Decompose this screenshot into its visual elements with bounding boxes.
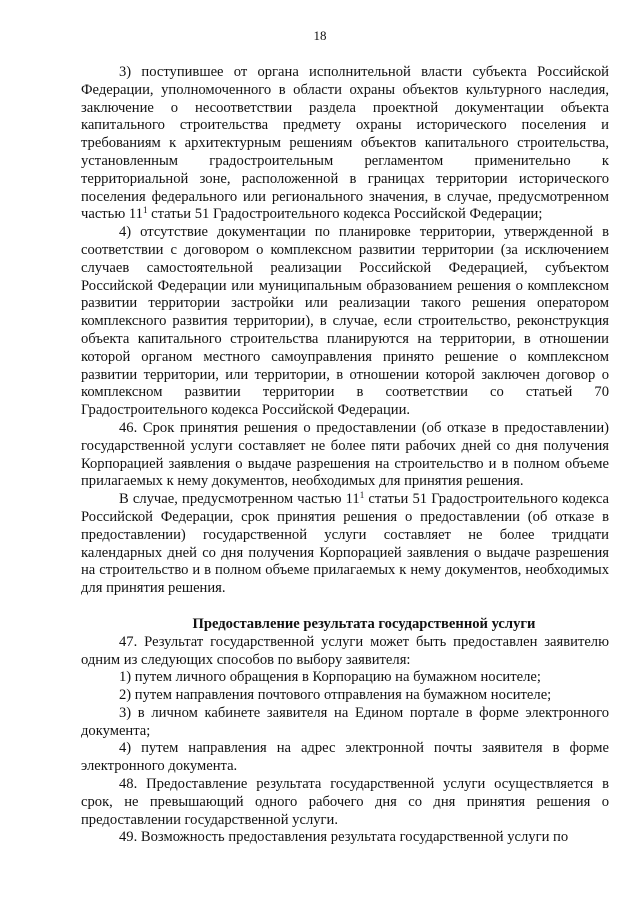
paragraph-47-option-2: 2) путем направления почтового отправления на бумажном носителе;: [119, 687, 552, 704]
paragraph-item-3: 3) поступившее от органа исполнительной власти субъекта Российской Федерации, уполномоченного в области охраны объектов культурного наследия, заключение о несоответствии раздела проектной документации объекта капитального строительства предмету охраны исторического поселения и требованиям к архитектурным решениям объектов капитального строительства, установленным градостроительным регламентом применительно к территориальной зоне, расположенной в границах территории исторического поселения федерального или регионального значения, в случае, предусмотренном частью $11^1$ статьи 51 Градостроительного кодекса Российской Федерации;: [81, 64, 609, 223]
paragraph-47-option-1: 1) путем личного обращения в Корпорацию на бумажном носителе;: [119, 669, 541, 686]
document-body: [81, 64, 609, 847]
superscript: 1: [359, 490, 365, 501]
superscript: 1: [142, 205, 148, 216]
paragraph-48: 48. Предоставление результата государственной услуги осуществляется в срок, не превышающий одного рабочего дня со дня принятия решения о предоставлении государственной услуги.: [81, 776, 609, 828]
section-heading: Предоставление результата государственной услуги: [192, 615, 536, 632]
paragraph-47-option-3: 3) в личном кабинете заявителя на Едином портале в форме электронного документа;: [81, 704, 609, 739]
paragraph-item-4: 4) отсутствие документации по планировке территории, утвержденной в соответствии с договором о комплексном развитии территории (за исключением случаев самостоятельной реализации Российской Федерацией, субъектом Российской Федерации или муниципальным образованием решения о комплексном развитии территории застройки или реализации такого решения оператором комплексного развития территории), в случае, если строительство, реконструкция объекта капитального строительства планируются на территории, в отношении которой органом местного самоуправления принято решение о комплексном развитии территории, или территории, в отношении которой заключен договор о комплексном развитии территории в соответствии со статьей 70 Градостроительного кодекса Российской Федерации.: [81, 224, 609, 419]
paragraph-47-option-4: 4) путем направления на адрес электронной почты заявителя в форме электронного документа.: [81, 740, 609, 775]
paragraph-49: 49. Возможность предоставления результата государственной услуги по: [119, 829, 569, 846]
page-number: 18: [313, 28, 327, 43]
paragraph-46-case: В случае, предусмотренном частью $11^1$ статьи 51 Градостроительного кодекса Российской Федерации, срок принятия решения о предоставлении (об отказе в предоставлении) государственной услуги составляет не более тридцати календарных дней со дня получения Корпорацией заявления о выдаче разрешения на строительство и в полном объеме прилагаемых к нему документов, необходимых для принятия решения.: [81, 490, 609, 597]
paragraph-46: 46. Срок принятия решения о предоставлении (об отказе в предоставлении) государственной услуги составляет не более пяти рабочих дней со дня получения Корпорацией заявления о выдаче разрешения на строительство и в полном объеме прилагаемых к нему документов, необходимых для принятия решения.: [81, 419, 609, 490]
paragraph-47: 47. Результат государственной услуги может быть предоставлен заявителю одним из следующих способов по выбору заявителя:: [81, 633, 609, 668]
